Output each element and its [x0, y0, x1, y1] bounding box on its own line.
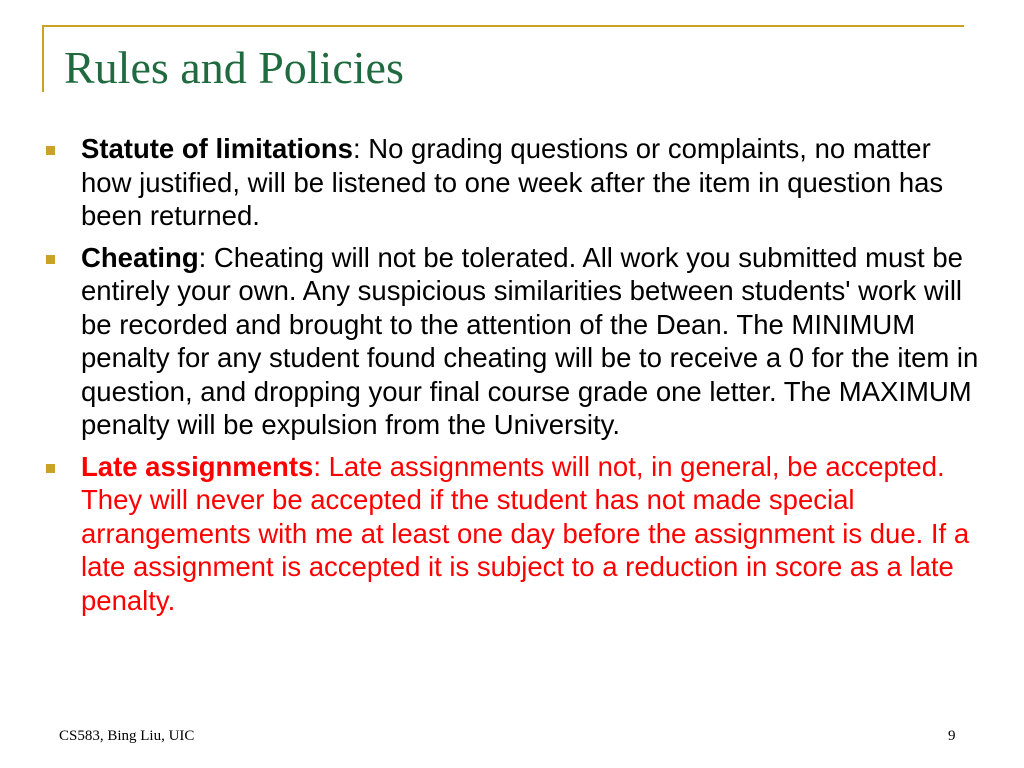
bullet-statute-of-limitations	[46, 132, 986, 233]
bullet-text: : No grading questions or complaints, no matter how justified, will be listened to one week after the item in question has been returned.	[81, 133, 944, 231]
slide-title: Rules and Policies	[64, 42, 404, 93]
square-bullet-icon	[46, 146, 55, 155]
page-number: 9	[948, 728, 956, 744]
bullet-list	[46, 132, 986, 625]
footer-course-info: CS583, Bing Liu, UIC	[59, 728, 195, 744]
bullet-term: Statute of limitations	[81, 133, 353, 164]
bullet-late-assignments	[46, 450, 986, 618]
square-bullet-icon	[46, 255, 55, 264]
square-bullet-icon	[46, 464, 55, 473]
bullet-text: : Late assignments will not, in general, be accepted. They will never be accepted if the student has not made special arrangements with me at least one day before the assignment is due. If a late assignment is accepted it is subject to a reduction in score as a late penalty.	[81, 450, 970, 616]
bullet-cheating	[46, 241, 986, 442]
frame-left-line	[42, 25, 44, 92]
bullet-term: Cheating	[81, 241, 199, 273]
frame-top-line	[42, 25, 964, 27]
bullet-text: : Cheating will not be tolerated. All work you submitted must be entirely your own. Any suspicious similarities between students' work will be recorded and brought to the attention of the Dean. The MINIMUM penalty for any student found cheating will be to receive a 0 for the item in question, and dropping your final course grade one letter. The MAXIMUM penalty will be expulsion from the University.	[81, 241, 979, 440]
bullet-term: Late assignments	[81, 450, 314, 482]
